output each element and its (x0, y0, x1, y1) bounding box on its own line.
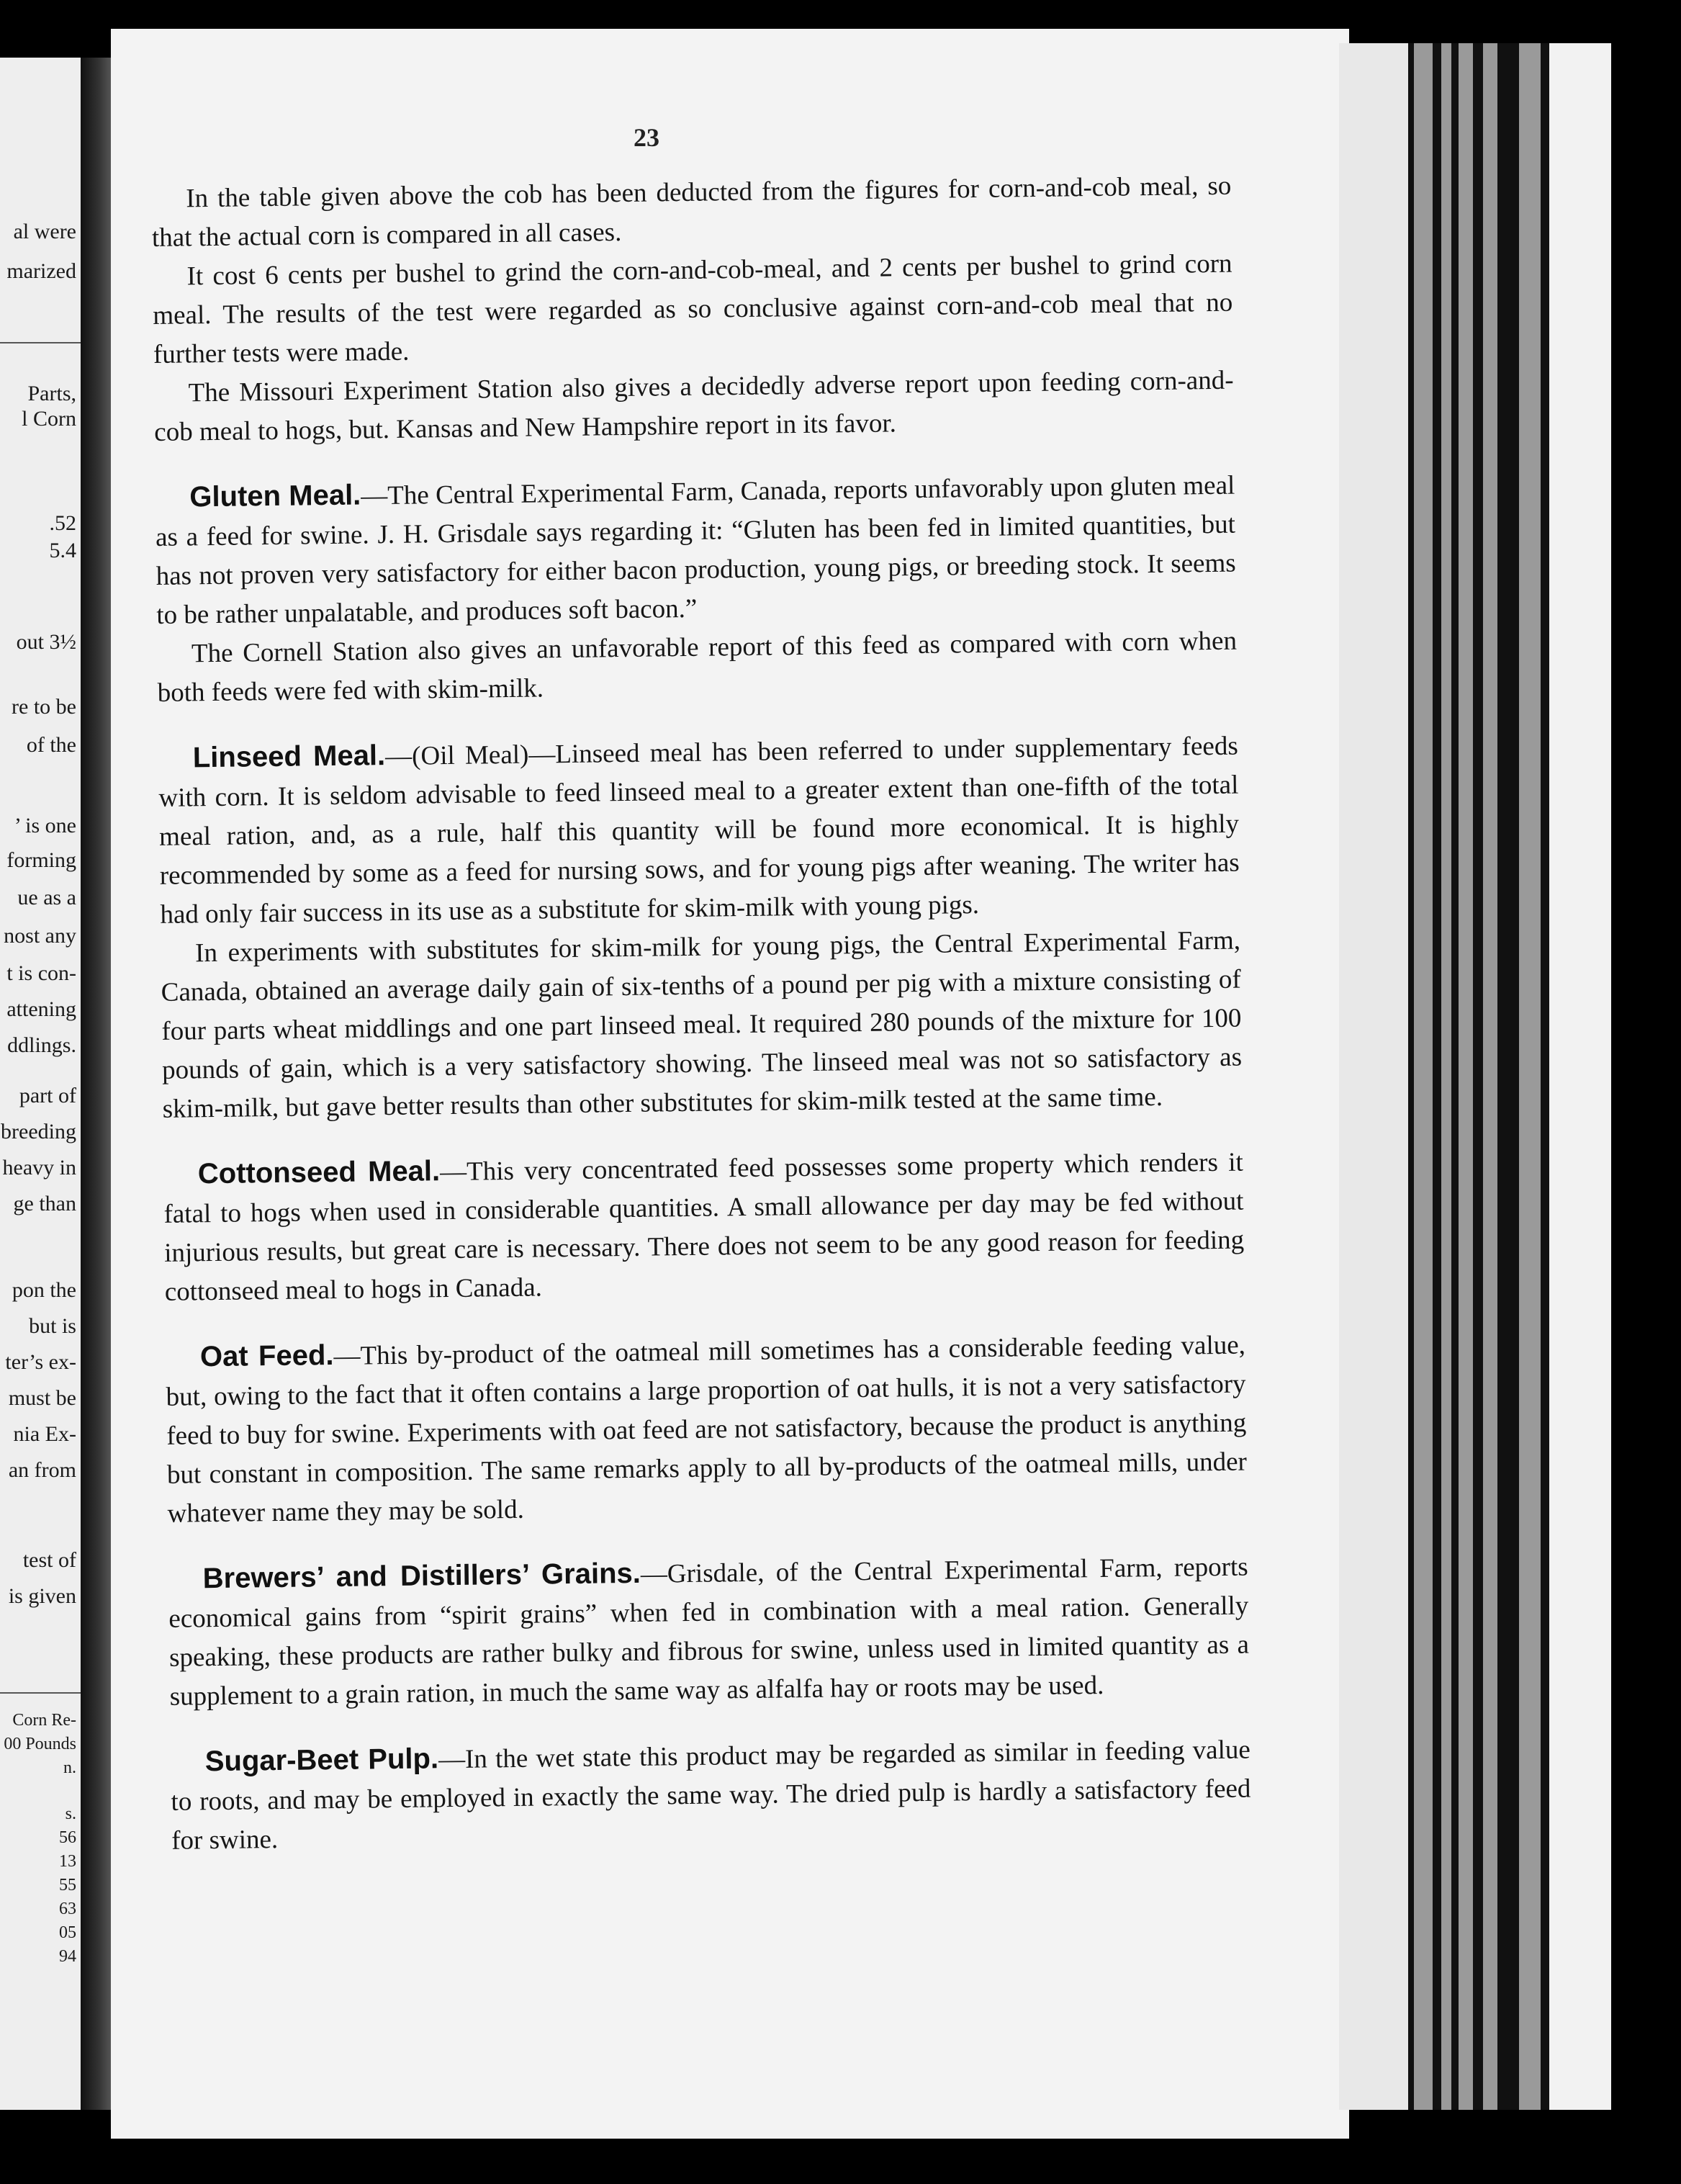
left-page-line: out 3½ (16, 630, 76, 654)
page-body (151, 167, 1251, 1861)
left-page-line: must be (8, 1386, 76, 1410)
left-page-rule (0, 342, 81, 343)
left-page-line: breeding (1, 1120, 76, 1143)
left-page-line: t is con- (6, 961, 76, 985)
paragraph: In experiments with substitutes for skim-milk for young pigs, the Central Experimental Farm, Canada, obtained an average daily gain of six-tenths of a pound per pig with a mixture consisting of four parts wheat middlings and one part linseed meal. It required 280 pounds of the mixture for 100 pounds of gain, which is a very satisfactory showing. The linseed meal was not so satisfactory as skim-milk, but gave better results than other substitutes for skim-milk tested at the same time. (161, 925, 1243, 1124)
left-page-line: an from (8, 1458, 76, 1482)
page-edges (1339, 43, 1611, 2110)
left-page-line: .52 (49, 511, 76, 535)
section-brewers-grains (168, 1547, 1250, 1717)
section-text: —This by-product of the oatmeal mill sometimes has a considerable feeding value, but, owing to the fact that it often contains a large proportion of oat hulls, it is not a very satisfactory feed to buy for swine. Experiments with oat feed are not satisfactory, because the product is anything but constant in composition. The same remarks apply to all by-products of the oatmeal mills, under whatever name they may be sold. (166, 1330, 1248, 1529)
book-gutter (81, 58, 111, 2110)
section-text: —This very concentrated feed possesses some property which renders it fatal to hogs when used in considerable quantities. A small allowance per day may be fed without injurious results, but great care is necessary. There does not seem to be any good reason for feeding cottonseed meal to hogs in Canada. (163, 1147, 1245, 1307)
section-text: —Grisdale, of the Central Experimental Farm, reports economical gains from “spirit grains” when fed in combination with a meal ration. Generally speaking, these products are rather bulky and fibrous for swine, unless used in limited quantity as a supplement to a grain ration, in much the same way as alfalfa hay or roots may be used. (168, 1552, 1250, 1712)
left-page-line: of the (26, 733, 76, 757)
left-page-line: 94 (59, 1947, 76, 1966)
section-heading: Gluten Meal. (189, 479, 361, 513)
left-page-line: forming (6, 848, 76, 872)
section-heading: Cottonseed Meal. (197, 1155, 441, 1190)
paragraph: In the table given above the cob has been deducted from the figures for corn-and-cob meal, so that the actual corn is compared in all cases. (151, 171, 1232, 253)
left-page-line: 00 Pounds (4, 1735, 76, 1753)
left-page-line: 05 (59, 1923, 76, 1942)
paragraph: It cost 6 cents per bushel to grind the corn-and-cob-meal, and 2 cents per bushel to grind corn meal. The results of the test were regarded as so conclusive against corn-and-cob meal that no further tests were made. (153, 248, 1233, 369)
section-heading: Brewers’ and Distillers’ Grains. (202, 1557, 641, 1595)
left-page-rule (0, 1692, 81, 1694)
left-page-line: ’ is one (14, 814, 76, 837)
section-text: —(Oil Meal)—Linseed meal has been referred to under supplementary feeds with corn. It is seldom advisable to feed linseed meal to a greater extent than one-fifth of the total meal ration, and, as a rule, half this quantity will be found more economical. It is highly recommended by some as a feed for nursing sows, and for young pigs after weaning. The writer has had only fair success in its use as a substitute for skim-milk with young pigs. (158, 731, 1240, 930)
section-cottonseed-meal (163, 1142, 1245, 1312)
left-page-line: ue as a (17, 886, 76, 909)
left-page-line: marized (6, 259, 76, 283)
left-page-line: nia Ex- (13, 1422, 76, 1446)
section-heading: Linseed Meal. (192, 740, 386, 774)
section-gluten-meal (155, 465, 1238, 713)
left-page-line: pon the (12, 1278, 76, 1302)
left-page-line: re to be (12, 695, 76, 719)
section-linseed-meal (158, 726, 1243, 1129)
section-sugar-beet-pulp (171, 1730, 1252, 1861)
left-page-line: attening (6, 997, 76, 1021)
left-page-line: l Corn (22, 407, 76, 431)
section-text: —In the wet state this product may be regarded as similar in feeding value to roots, and may be employed in exactly the same way. The dried pulp is hardly a satisfactory feed for swine. (171, 1735, 1251, 1856)
left-page-line: Parts, (27, 382, 76, 405)
paragraph: The Missouri Experiment Station also gives a decidedly adverse report upon feeding corn-and-cob meal to hogs, but. Kansas and New Hampshire report in its favor. (154, 365, 1234, 447)
left-page-line: ge than (13, 1192, 76, 1215)
page-number: 23 (634, 123, 659, 152)
left-page-line: al were (13, 220, 76, 243)
left-page-line: ter’s ex- (5, 1350, 76, 1374)
left-page-line: n. (63, 1758, 76, 1777)
left-page-line: part of (19, 1084, 76, 1107)
section-heading: Sugar-Beet Pulp. (204, 1743, 439, 1778)
section-heading: Oat Feed. (199, 1339, 334, 1373)
left-page-line: 5.4 (49, 539, 76, 562)
left-page-line: 56 (59, 1828, 76, 1847)
left-page-line: Corn Re- (12, 1711, 76, 1730)
paragraph: The Cornell Station also gives an unfavorable report of this feed as compared with corn when both feeds were fed with skim-milk. (157, 626, 1238, 708)
left-page-line: s. (65, 1805, 76, 1823)
left-page-line: test of (22, 1548, 76, 1572)
left-page-line: but is (29, 1314, 76, 1338)
left-facing-page (0, 58, 81, 2110)
left-page-line: nost any (4, 924, 76, 948)
left-page-line: 13 (59, 1852, 76, 1871)
left-page-line: 55 (59, 1876, 76, 1895)
left-page-line: 63 (59, 1900, 76, 1918)
left-page-line: heavy in (2, 1156, 76, 1179)
section-text: —The Central Experimental Farm, Canada, reports unfavorably upon gluten meal as a feed for swine. J. H. Grisdale says regarding it: “Gluten has been fed in limited quantities, but has not proven very satisfactory for either bacon production, young pigs, or breeding stock. It seems to be rather unpalatable, and produces soft bacon.” (155, 470, 1236, 630)
left-page-line: ddlings. (7, 1033, 76, 1057)
left-page-line: is given (8, 1584, 76, 1608)
section-oat-feed (166, 1325, 1248, 1534)
